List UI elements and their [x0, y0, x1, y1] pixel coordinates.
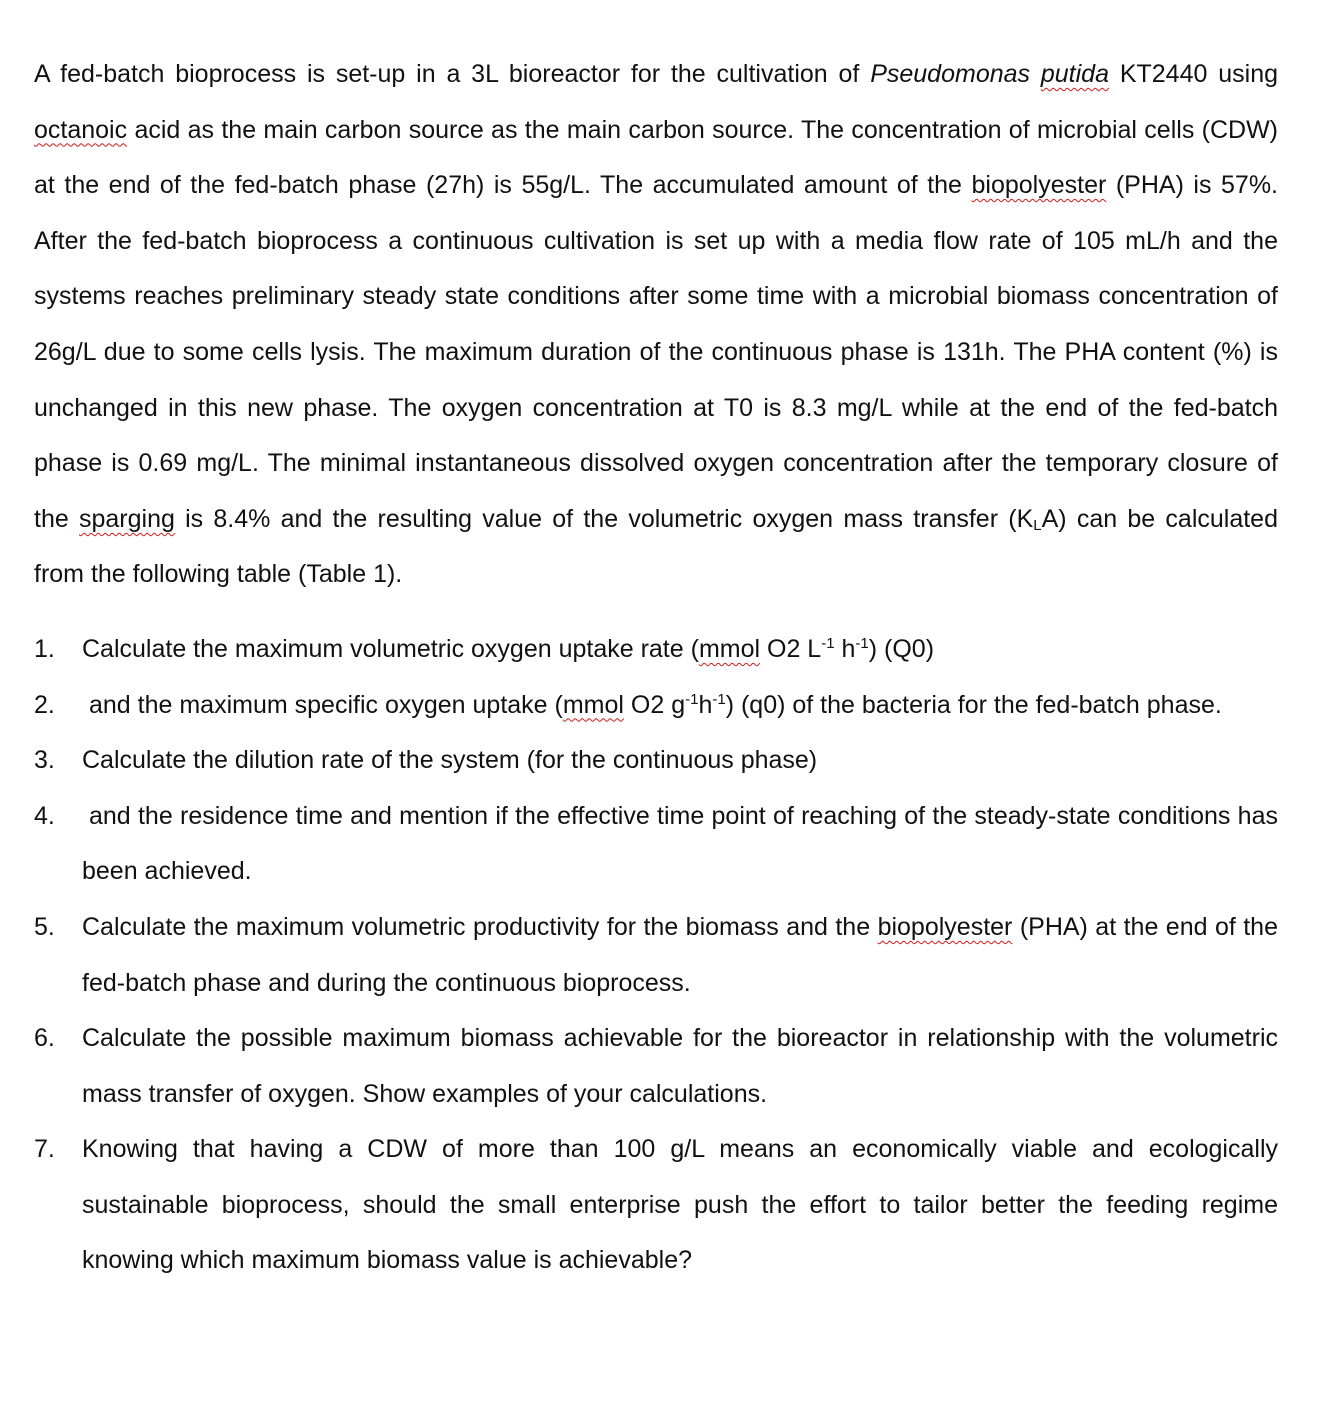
- intro-paragraph: [34, 47, 1278, 603]
- question-text: (PHA) at the end of the fed-batch phase and during the continuous bioprocess.: [82, 912, 1278, 997]
- question-text: and the maximum specific oxygen uptake (: [89, 690, 563, 719]
- question-text: and the residence time and mention if the effective time point of reaching of the steady-state conditions has been achieved.: [82, 801, 1278, 886]
- question-number: 4.: [34, 801, 55, 830]
- superscript: -1: [685, 690, 699, 708]
- spell-flag-word: mmol: [698, 634, 761, 663]
- question-text: O2 L: [760, 634, 822, 663]
- kla-subscript: L: [1033, 516, 1042, 534]
- species-genus: Pseudomonas: [870, 60, 1041, 88]
- species-epithet: putida: [1040, 60, 1109, 88]
- superscript: -1: [712, 690, 726, 708]
- question-number: 6.: [34, 1024, 55, 1053]
- question-text: h: [698, 690, 713, 719]
- question-text: Calculate the maximum volumetric productivity for the biomass and the: [82, 912, 878, 941]
- document-body: [34, 47, 1278, 1289]
- question-list: [34, 622, 1278, 1289]
- question-text: ) (q0) of the bacteria for the fed-batch phase.: [725, 690, 1222, 719]
- intro-text: KT2440 using: [1109, 60, 1278, 88]
- superscript: -1: [855, 634, 869, 652]
- question-item: [34, 733, 1278, 789]
- spell-flag-word: biopolyester: [971, 171, 1107, 200]
- question-number: 5.: [34, 912, 55, 941]
- question-number: 7.: [34, 1135, 55, 1164]
- question-item: [34, 1122, 1278, 1289]
- question-number: 1.: [34, 634, 55, 663]
- spell-flag-word: biopolyester: [877, 912, 1013, 941]
- question-text: Calculate the maximum volumetric oxygen uptake rate (: [82, 634, 699, 663]
- intro-text: acid as the main carbon source as the main carbon source. The concentration of microbial cells (CDW) at the end of the fed-batch phase (27h) is 55g/L. The accumulated amount of the: [34, 115, 1278, 200]
- question-text: ) (Q0): [868, 634, 935, 663]
- question-item: [34, 1011, 1278, 1122]
- species-name: [870, 60, 1109, 88]
- question-number: 3.: [34, 746, 55, 775]
- spell-flag-word: mmol: [562, 690, 624, 719]
- question-text: h: [834, 634, 856, 663]
- question-text: Calculate the possible maximum biomass achievable for the bioreactor in relationship with the volumetric mass transfer of oxygen. Show examples of your calculations.: [82, 1024, 1278, 1108]
- intro-text: (PHA) is 57%. After the fed-batch bioprocess a continuous cultivation is set up with a media flow rate of 105 mL/h and the systems reaches preliminary steady state conditions after some time with a microbial biomass concentration of 26g/L due to some cells lysis. The maximum duration of the continuous phase is 131h. The PHA content (%) is unchanged in this new phase. The oxygen concentration at T0 is 8.3 mg/L while at the end of the fed-batch phase is 0.69 mg/L. The minimal instantaneous dissolved oxygen concentration after the temporary closure of the: [34, 171, 1278, 533]
- question-text: O2 g: [623, 690, 686, 719]
- question-text: Knowing that having a CDW of more than 100 g/L means an economically viable and ecologically sustainable bioprocess, should the small enterprise push the effort to tailor better the feeding regime knowing which maximum biomass value is achievable?: [82, 1135, 1278, 1275]
- spell-flag-word: octanoic: [34, 115, 128, 144]
- question-text: Calculate the dilution rate of the system (for the continuous phase): [82, 746, 818, 775]
- question-item: [34, 678, 1278, 734]
- question-number: 2.: [34, 690, 55, 719]
- question-item: [34, 789, 1278, 900]
- intro-text: A) can be calculated from the following table (Table 1).: [34, 504, 1278, 589]
- superscript: -1: [821, 634, 835, 652]
- question-item: [34, 622, 1278, 678]
- question-item: [34, 900, 1278, 1011]
- intro-text: A fed-batch bioprocess is set-up in a 3L bioreactor for the cultivation of: [34, 60, 871, 88]
- intro-text: is 8.4% and the resulting value of the volumetric oxygen mass transfer (K: [174, 504, 1034, 533]
- spell-flag-word: sparging: [78, 504, 175, 533]
